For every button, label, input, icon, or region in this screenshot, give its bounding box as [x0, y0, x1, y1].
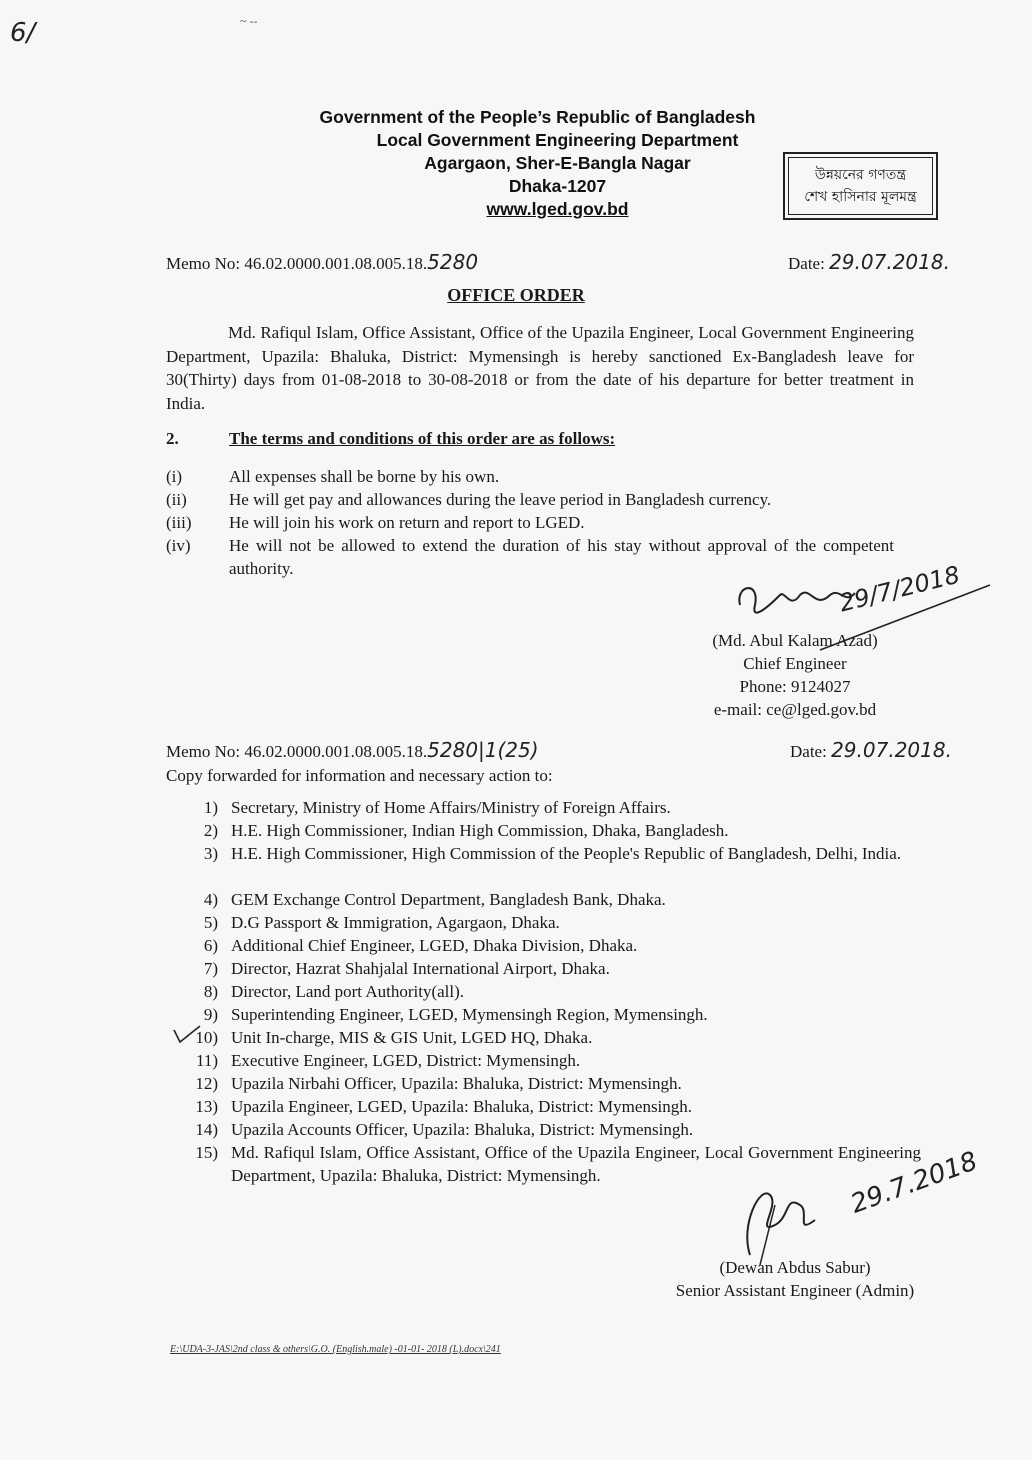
memo-date	[788, 250, 950, 274]
copy-memo-date	[790, 738, 952, 762]
letterhead	[240, 106, 835, 221]
file-path-footer: E:\UDA-3-JAS\2nd class & others\G.O. (English.male) -01-01- 2018 (L).docx\241	[170, 1344, 501, 1355]
signatory-1-designation: Chief Engineer	[743, 654, 847, 673]
recipient-number: 12)	[195, 1074, 218, 1093]
memo-number-handwritten: 5280	[427, 250, 479, 274]
recipient-number: 6)	[203, 936, 218, 955]
signature-2-handwritten-date: 29.7.2018	[846, 1146, 982, 1220]
recipient-text: Md. Rafiqul Islam, Office Assistant, Office of the Upazila Engineer, Local Government Engineering Department, Upazila: Bhaluka, District: Mymensingh.	[231, 1143, 921, 1185]
memo-number	[166, 250, 478, 274]
order-paragraph: Md. Rafiqul Islam, Office Assistant, Office of the Upazila Engineer, Local Government Engineering Department, Upazila: Bhaluka, District: Mymensingh is hereby sanctioned Ex-Bangladesh leave for 30(Thirty) days from 01-08-2018 to 30-08-2018 or from the date of his departure for better treatment in India.	[166, 323, 914, 413]
recipient-text: Secretary, Ministry of Home Affairs/Ministry of Foreign Affairs.	[231, 798, 671, 817]
recipient-number: 11)	[195, 1051, 218, 1070]
top-mark: ~ --	[240, 14, 258, 28]
copy-memo-number-handwritten: 5280|1(25)	[427, 738, 539, 762]
copy-memo-number	[166, 738, 539, 762]
copy-memo-date-label: Date:	[790, 742, 827, 761]
recipient-text: H.E. High Commissioner, High Commission of the People's Republic of Bangladesh, Delhi, India.	[231, 844, 902, 863]
recipient-number: 15)	[195, 1143, 218, 1162]
recipient-text: Unit In-charge, MIS & GIS Unit, LGED HQ, Dhaka.	[231, 1028, 593, 1047]
recipient-number: 9)	[203, 1005, 218, 1024]
recipient-text: D.G Passport & Immigration, Agargaon, Dhaka.	[231, 913, 560, 932]
recipient-number: 13)	[195, 1097, 218, 1116]
recipient-text: Additional Chief Engineer, LGED, Dhaka Division, Dhaka.	[231, 936, 638, 955]
memo-date-label: Date:	[788, 254, 825, 273]
memo-date-handwritten: 29.07.2018.	[829, 250, 950, 274]
section-number: 2.	[166, 429, 179, 448]
condition-text: All expenses shall be borne by his own.	[229, 467, 500, 486]
recipient-text: Director, Land port Authority(all).	[231, 982, 465, 1001]
signatory-1-phone: Phone: 9124027	[739, 677, 851, 696]
signatory-2-name: (Dewan Abdus Sabur)	[719, 1258, 871, 1277]
letterhead-city: Dhaka-1207	[508, 176, 607, 196]
signatory-2	[640, 1256, 950, 1302]
condition-number: (iii)	[166, 513, 192, 532]
letterhead-address: Agargaon, Sher-E-Bangla Nagar	[424, 153, 691, 173]
condition-number: (i)	[166, 467, 183, 486]
recipient-number: 10)	[195, 1028, 218, 1047]
memo-number-label: Memo No: 46.02.0000.001.08.005.18.	[166, 254, 428, 273]
recipient-text: Executive Engineer, LGED, District: Mymensingh.	[231, 1051, 581, 1070]
recipient-number: 1)	[203, 798, 218, 817]
recipient-number: 2)	[203, 821, 218, 840]
recipient-number: 5)	[203, 913, 218, 932]
document-title: OFFICE ORDER	[447, 285, 585, 305]
recipient-number: 8)	[203, 982, 218, 1001]
copy-memo-number-label: Memo No: 46.02.0000.001.08.005.18.	[166, 742, 428, 761]
condition-number: (ii)	[166, 490, 187, 509]
signatory-1	[690, 629, 900, 721]
letterhead-department: Local Government Engineering Department	[376, 130, 739, 150]
motto-line-2: শেখ হাসিনার মূলমন্ত্র	[804, 189, 917, 205]
handwritten-checkmark	[170, 1022, 210, 1048]
signatory-1-email[interactable]: e-mail: ce@lged.gov.bd	[713, 700, 877, 719]
letterhead-website-link[interactable]: www.lged.gov.bd	[486, 199, 629, 219]
recipient-text: Upazila Nirbahi Officer, Upazila: Bhaluka, District: Mymensingh.	[231, 1074, 682, 1093]
recipient-text: Upazila Accounts Officer, Upazila: Bhaluka, District: Mymensingh.	[231, 1120, 694, 1139]
signatory-1-name: (Md. Abul Kalam Azad)	[712, 631, 878, 650]
condition-text: He will not be allowed to extend the duration of his stay without approval of the competent authority.	[229, 536, 894, 578]
motto-line-1: উন্নয়নের গণতন্ত্র	[814, 167, 907, 183]
recipient-text: GEM Exchange Control Department, Bangladesh Bank, Dhaka.	[231, 890, 666, 909]
recipient-text: Upazila Engineer, LGED, Upazila: Bhaluka, District: Mymensingh.	[231, 1097, 693, 1116]
margin-note: 6/	[10, 18, 36, 48]
signature-1-handwritten-date: 29/7/2018	[836, 560, 963, 618]
recipient-text: Superintending Engineer, LGED, Mymensingh Region, Mymensingh.	[231, 1005, 708, 1024]
condition-text: He will get pay and allowances during the leave period in Bangladesh currency.	[229, 490, 772, 509]
letterhead-government: Government of the People’s Republic of Bangladesh	[319, 107, 756, 127]
recipient-number: 4)	[203, 890, 218, 909]
copy-memo-date-handwritten: 29.07.2018.	[831, 738, 952, 762]
recipient-number: 3)	[203, 844, 218, 863]
recipient-number: 7)	[203, 959, 218, 978]
condition-number: (iv)	[166, 536, 191, 555]
condition-text: He will join his work on return and report to LGED.	[229, 513, 585, 532]
recipient-number: 14)	[195, 1120, 218, 1139]
signatory-2-designation: Senior Assistant Engineer (Admin)	[675, 1281, 915, 1300]
motto-box	[783, 152, 938, 220]
recipient-text: H.E. High Commissioner, Indian High Commission, Dhaka, Bangladesh.	[231, 821, 729, 840]
copy-intro: Copy forwarded for information and necessary action to:	[166, 766, 553, 785]
section-heading: The terms and conditions of this order are as follows:	[229, 429, 616, 448]
recipient-text: Director, Hazrat Shahjalal International Airport, Dhaka.	[231, 959, 610, 978]
